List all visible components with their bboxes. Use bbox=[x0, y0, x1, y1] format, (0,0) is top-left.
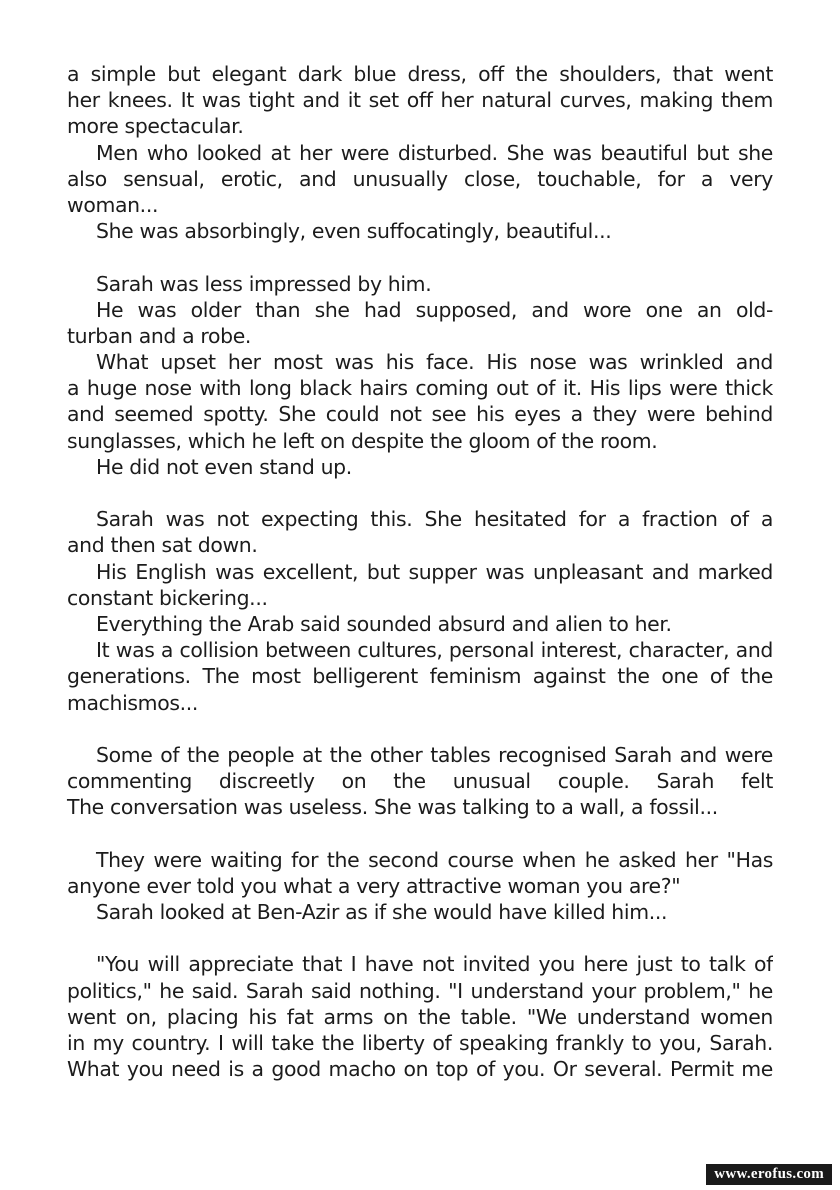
text-line: woman... bbox=[67, 192, 159, 217]
paragraph-gap bbox=[67, 716, 773, 742]
text-line: generations. The most belligerent feminism against the one of the bbox=[67, 664, 773, 689]
text-line: her knees. It was tight and it set off her natural curves, making them bbox=[67, 88, 773, 113]
paragraph-gap bbox=[67, 480, 773, 506]
site-watermark: www.erofus.com bbox=[706, 1164, 832, 1185]
text-line: machismos... bbox=[67, 690, 198, 715]
text-line: Men who looked at her were disturbed. She was beautiful but she bbox=[96, 140, 773, 165]
text-line: Sarah was less impressed by him. bbox=[96, 271, 432, 296]
text-line: What you need is a good macho on top of you. Or several. Permit me bbox=[67, 1057, 773, 1082]
text-line: and seemed spotty. She could not see his eyes a they were behind bbox=[67, 402, 773, 427]
text-line: sunglasses, which he left on despite the gloom of the room. bbox=[67, 428, 658, 453]
text-line: constant bickering... bbox=[67, 585, 268, 610]
text-line: and then sat down. bbox=[67, 533, 258, 558]
paragraph-gap bbox=[67, 925, 773, 951]
text-line: Everything the Arab said sounded absurd and alien to her. bbox=[96, 611, 672, 636]
text-line: politics," he said. Sarah said nothing. "I understand your problem," he bbox=[67, 978, 773, 1003]
paragraph-gap bbox=[67, 820, 773, 846]
text-line: Some of the people at the other tables recognised Sarah and were bbox=[96, 742, 773, 767]
text-line: went on, placing his fat arms on the table. "We understand women bbox=[67, 1004, 773, 1029]
text-line: He did not even stand up. bbox=[96, 454, 352, 479]
text-line: turban and a robe. bbox=[67, 323, 252, 348]
text-line: His English was excellent, but supper was unpleasant and marked bbox=[96, 559, 773, 584]
text-line: in my country. I will take the liberty of speaking frankly to you, Sarah. bbox=[67, 1030, 773, 1055]
paragraph-gap bbox=[67, 244, 773, 270]
text-line: a huge nose with long black hairs coming out of it. His lips were thick bbox=[67, 376, 773, 401]
text-line: also sensual, erotic, and unusually close, touchable, for a very bbox=[67, 166, 773, 191]
text-line: Sarah was not expecting this. She hesitated for a fraction of a bbox=[96, 507, 773, 532]
body-text bbox=[67, 61, 773, 1082]
text-line: a simple but elegant dark blue dress, off the shoulders, that went bbox=[67, 62, 773, 86]
text-line: anyone ever told you what a very attractive woman you are?" bbox=[67, 873, 681, 898]
text-line: "You will appreciate that I have not invited you here just to talk of bbox=[96, 952, 773, 977]
text-line: They were waiting for the second course when he asked her "Has bbox=[96, 847, 773, 872]
text-line: Sarah looked at Ben-Azir as if she would have killed him... bbox=[96, 900, 668, 924]
text-line: It was a collision between cultures, personal interest, character, and bbox=[96, 638, 773, 663]
text-line: more spectacular. bbox=[67, 114, 244, 139]
text-line: The conversation was useless. She was talking to a wall, a fossil... bbox=[67, 795, 718, 820]
text-line: commenting discreetly on the unusual couple. Sarah felt bbox=[67, 769, 773, 794]
text-line: She was absorbingly, even suffocatingly, beautiful... bbox=[96, 219, 612, 244]
text-line: What upset her most was his face. His nose was wrinkled and bbox=[96, 350, 773, 375]
text-line: He was older than she had supposed, and wore one an old- bbox=[96, 297, 773, 322]
